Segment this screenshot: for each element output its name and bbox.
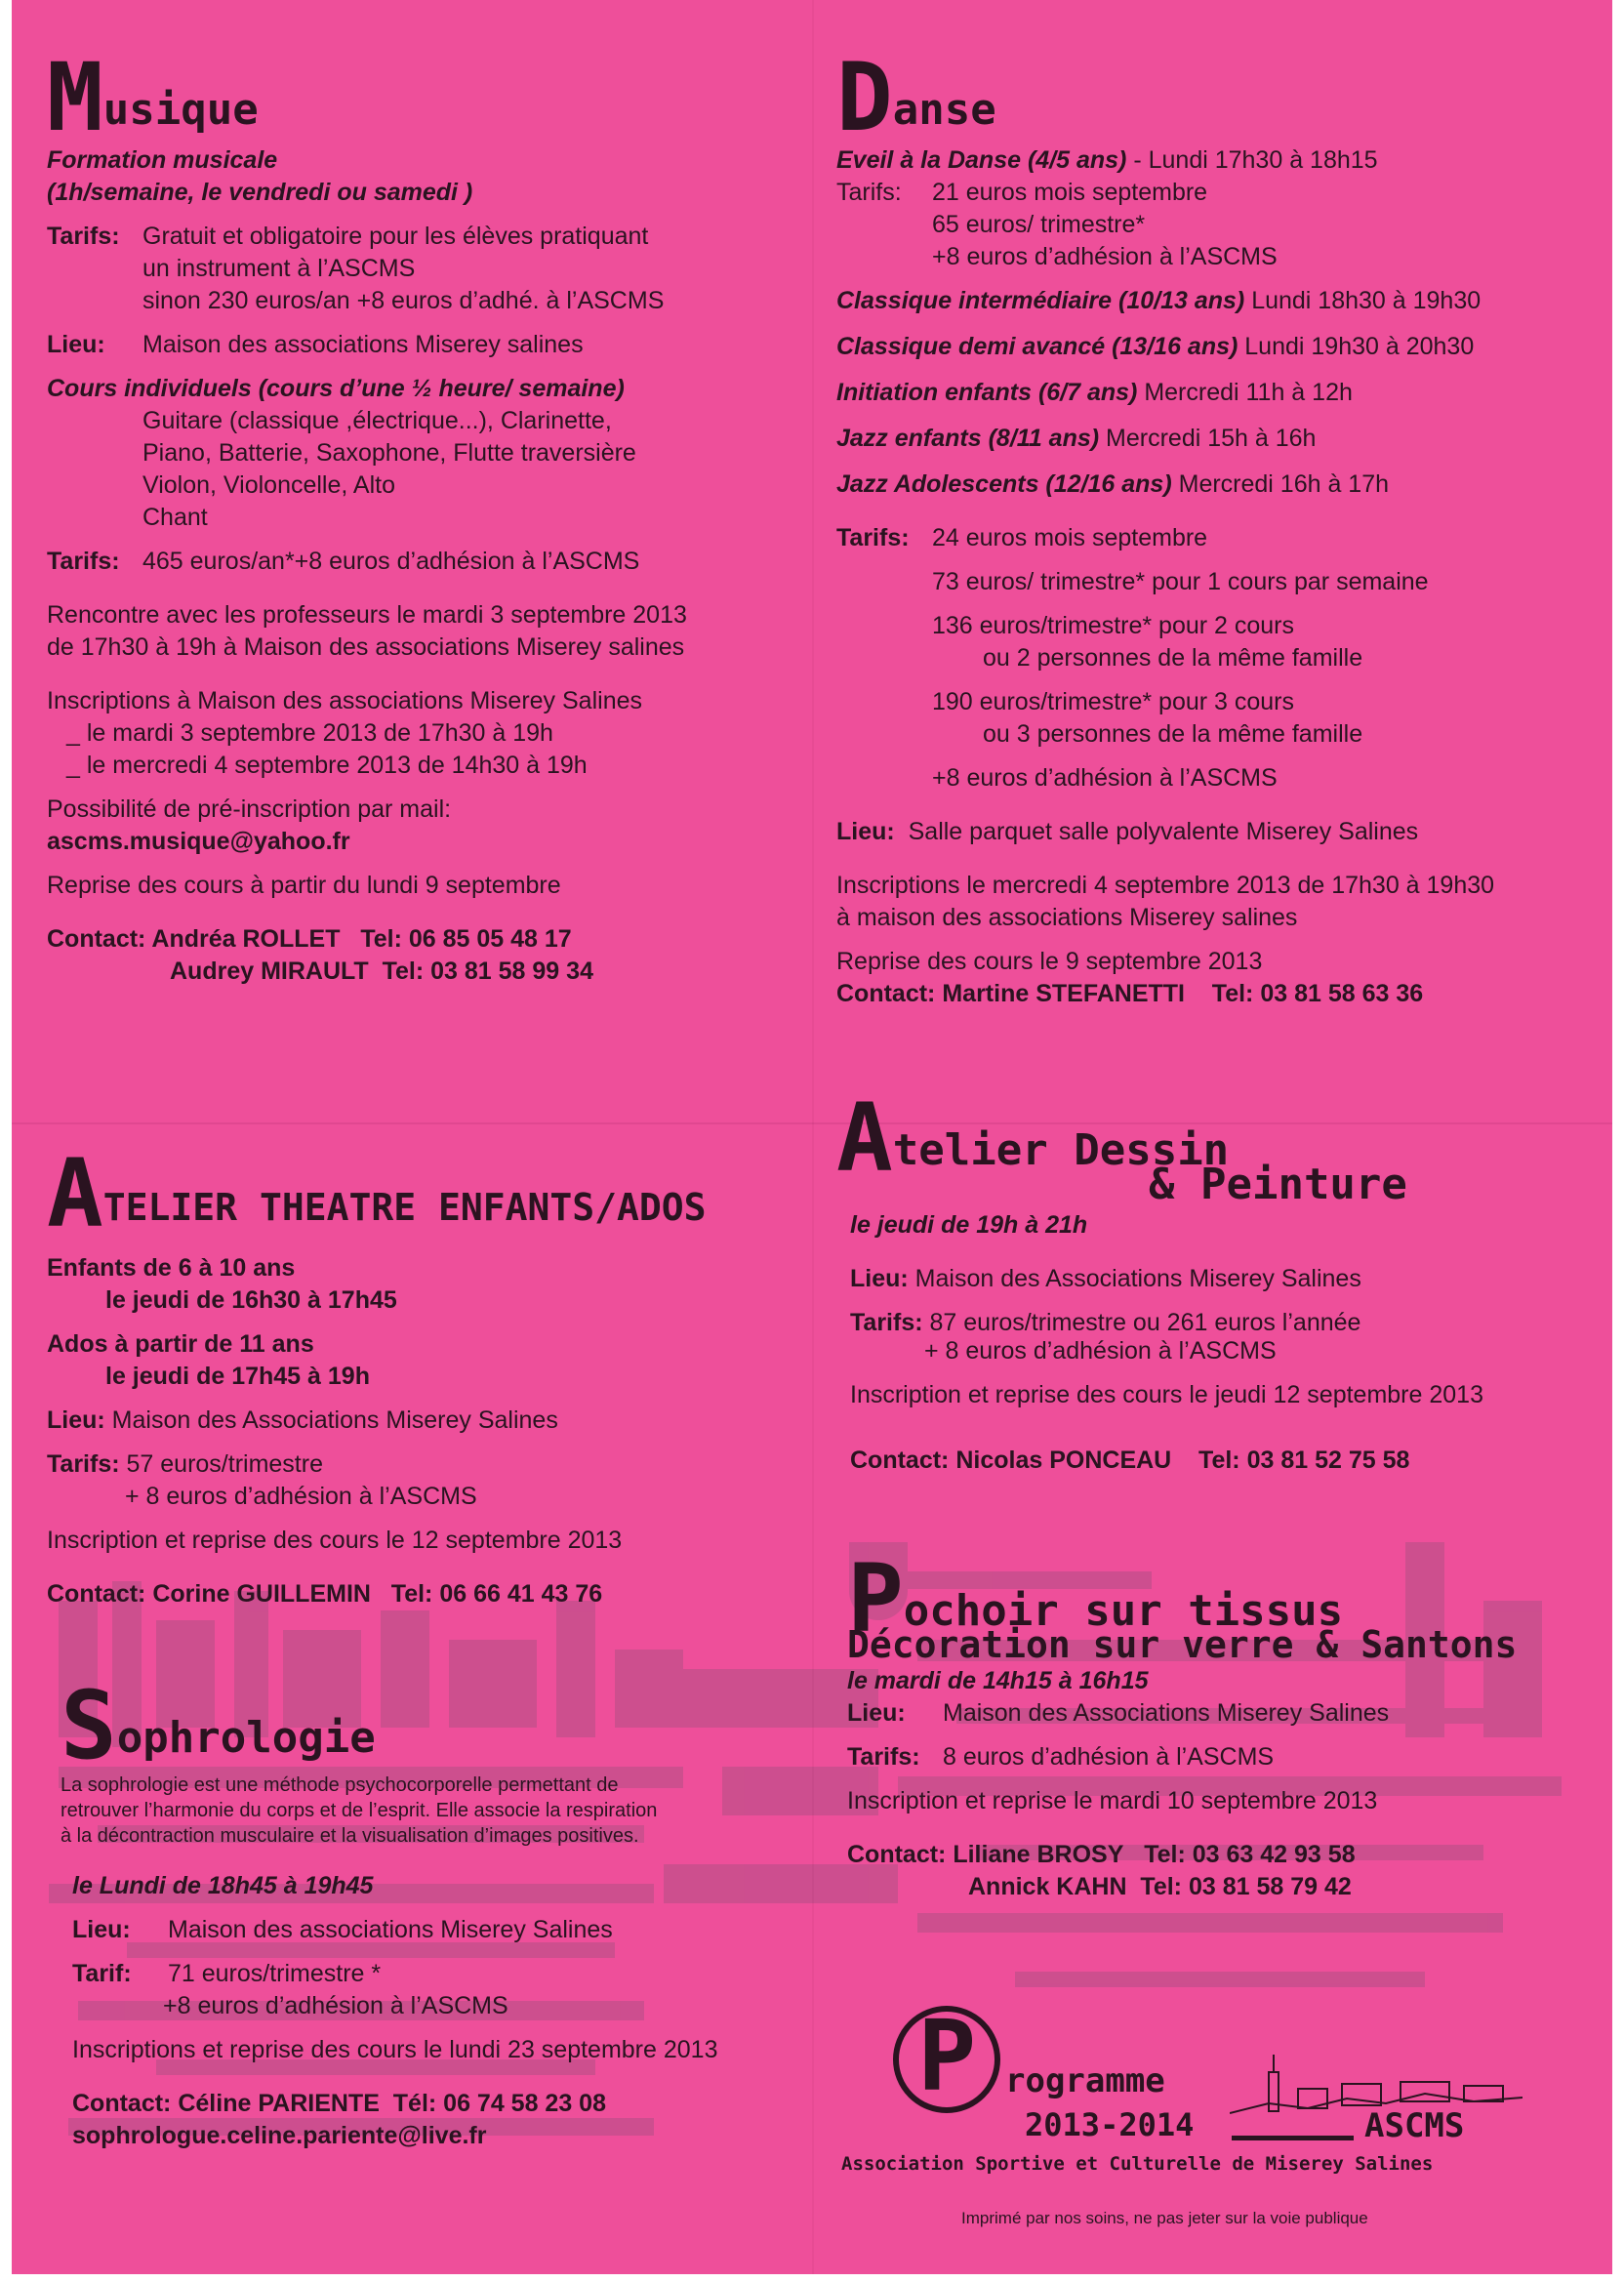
- danse-lieu-value: Salle parquet salle polyvalente Miserey Salines: [908, 818, 1419, 845]
- theatre-contact-label: Contact:: [47, 1580, 146, 1608]
- danse-contact-name: Martine STEFANETTI: [942, 980, 1185, 1007]
- dessin-title-line2: & Peinture: [1149, 1160, 1407, 1209]
- programme-logo-letter: P: [917, 1999, 977, 2113]
- theatre-ados-title: Ados à partir de 11 ans: [47, 1330, 314, 1358]
- dessin-contact-tel: Tel: 03 81 52 75 58: [1198, 1447, 1410, 1474]
- footer-note: Imprimé par nos soins, ne pas jeter sur la voie publique: [961, 2209, 1368, 2227]
- sophrologie-tarif-line: +8 euros d’adhésion à l’ASCMS: [163, 1992, 508, 2019]
- musique-contact-tel: Tel: 06 85 05 48 17: [360, 925, 572, 953]
- dessin-tarifs-extra: + 8 euros d’adhésion à l’ASCMS: [924, 1337, 1277, 1365]
- danse-class-row: Initiation enfants (6/7 ans) Mercredi 11h à 12h: [836, 379, 1353, 406]
- danse-tarif: 24 euros mois septembre: [932, 524, 1208, 551]
- theatre-enfants-title: Enfants de 6 à 10 ans: [47, 1254, 296, 1282]
- musique-tarifs-line: Gratuit et obligatoire pour les élèves pratiquant: [142, 223, 649, 250]
- pochoir-contact-name: Annick KAHN: [968, 1873, 1127, 1900]
- danse-eveil-tarif: 21 euros mois septembre: [932, 179, 1208, 206]
- pochoir-contact-tel: Tel: 03 63 42 93 58: [1144, 1841, 1356, 1868]
- dessin-contact-label: Contact:: [850, 1447, 950, 1474]
- danse-reprise: Reprise des cours le 9 septembre 2013: [836, 948, 1263, 975]
- musique-instrument: Guitare (classique ,électrique...), Clarinette,: [142, 407, 612, 434]
- dessin-tarifs-value: 87 euros/trimestre ou 261 euros l’année: [922, 1309, 1361, 1336]
- sophrologie-title: Sophrologie: [61, 1671, 376, 1780]
- sophrologie-contact-tel: Tél: 06 74 58 23 08: [392, 2090, 606, 2117]
- danse-inscription: à maison des associations Miserey salines: [836, 904, 1298, 931]
- sophrologie-description: La sophrologie est une méthode psychocorporelle permettant de: [61, 1774, 619, 1796]
- musique-tarifs2-value: 465 euros/an*+8 euros d’adhésion à l’ASCMS: [142, 548, 640, 575]
- section-dessin: [836, 1083, 1483, 1477]
- programme-word: rogramme: [1005, 2061, 1165, 2100]
- musique-title: Musique: [47, 43, 259, 152]
- sophrologie-tarif-label: Tarif:: [72, 1960, 132, 1987]
- theatre-enfants-time: le jeudi de 16h30 à 17h45: [105, 1286, 397, 1314]
- danse-eveil-time: - Lundi 17h30 à 18h15: [1126, 146, 1378, 174]
- danse-title: Danse: [836, 43, 996, 152]
- pochoir-title-line2: Décoration sur verre & Santons: [847, 1623, 1518, 1666]
- pochoir-contact-name: Liliane BROSY: [953, 1841, 1124, 1868]
- programme-divider: [1232, 2136, 1354, 2140]
- sophrologie-description: retrouver l’harmonie du corps et de l’esprit. Elle associe la respiration: [61, 1800, 658, 1821]
- pochoir-lieu-label: Lieu:: [847, 1699, 906, 1727]
- dessin-lieu-value: Maison des Associations Miserey Salines: [908, 1265, 1361, 1292]
- danse-class-row: Classique demi avancé (13/16 ans) Lundi 19h30 à 20h30: [836, 333, 1475, 360]
- sophrologie-inscriptions: Inscriptions et reprise des cours le lundi 23 septembre 2013: [72, 2036, 718, 2063]
- sophrologie-lieu-label: Lieu:: [72, 1916, 131, 1943]
- dessin-lieu-label: Lieu:: [850, 1265, 909, 1292]
- theatre-contact-tel: Tel: 06 66 41 43 76: [390, 1580, 603, 1608]
- musique-instrument: Violon, Violoncelle, Alto: [142, 471, 395, 499]
- danse-lieu-label: Lieu:: [836, 818, 895, 845]
- dessin-inscription: Inscription et reprise des cours le jeudi 12 septembre 2013: [850, 1381, 1483, 1408]
- danse-eveil-tarif: +8 euros d’adhésion à l’ASCMS: [932, 243, 1278, 270]
- pochoir-title: Pochoir sur tissus: [847, 1544, 1344, 1653]
- pochoir-tarifs-label: Tarifs:: [847, 1743, 920, 1771]
- danse-tarif: ou 2 personnes de la même famille: [983, 644, 1363, 672]
- section-danse: [836, 43, 1495, 1010]
- musique-formation-subtitle: (1h/semaine, le vendredi ou samedi ): [47, 179, 473, 206]
- musique-reprise: Reprise des cours à partir du lundi 9 septembre: [47, 872, 561, 899]
- musique-lieu-label: Lieu:: [47, 331, 105, 358]
- theatre-tarifs-extra: + 8 euros d’adhésion à l’ASCMS: [125, 1483, 477, 1510]
- musique-contact-label: Contact:: [47, 925, 146, 953]
- pochoir-inscription: Inscription et reprise le mardi 10 septembre 2013: [847, 1787, 1378, 1814]
- musique-preinscription: Possibilité de pré-inscription par mail:: [47, 795, 452, 823]
- pochoir-contact-tel: Tel: 03 81 58 79 42: [1140, 1873, 1352, 1900]
- danse-inscription: Inscriptions le mercredi 4 septembre 2013 de 17h30 à 19h30: [836, 872, 1495, 899]
- sophrologie-contact-name: Céline PARIENTE: [178, 2090, 380, 2117]
- danse-tarif: 136 euros/trimestre* pour 2 cours: [932, 612, 1295, 639]
- programme-org: ASCMS: [1364, 2106, 1465, 2145]
- pochoir-time: le mardi de 14h15 à 16h15: [847, 1667, 1149, 1694]
- musique-rencontre: de 17h30 à 19h à Maison des associations Miserey salines: [47, 633, 685, 661]
- danse-eveil-title: Eveil à la Danse (4/5 ans): [836, 146, 1127, 174]
- pochoir-lieu-value: Maison des Associations Miserey Salines: [943, 1699, 1390, 1727]
- pochoir-contact-label: Contact:: [847, 1841, 947, 1868]
- musique-contact-tel: Tel: 03 81 58 99 34: [382, 958, 593, 985]
- theatre-tarifs-label: Tarifs:: [47, 1450, 120, 1478]
- theatre-lieu-label: Lieu:: [47, 1406, 105, 1434]
- sophrologie-time: le Lundi de 18h45 à 19h45: [72, 1872, 374, 1899]
- dessin-title: Atelier Dessin: [836, 1083, 1230, 1193]
- danse-eveil-tarifs-label: Tarifs:: [836, 179, 902, 206]
- section-theatre: [47, 1139, 707, 1610]
- theatre-lieu-value: Maison des Associations Miserey Salines: [104, 1406, 558, 1434]
- sophrologie-lieu-value: Maison des associations Miserey Salines: [168, 1916, 613, 1943]
- musique-cours-title: Cours individuels (cours d’une ½ heure/ semaine): [47, 375, 625, 402]
- theatre-tarifs-value: 57 euros/trimestre: [119, 1450, 323, 1478]
- musique-tarifs-label: Tarifs:: [47, 223, 120, 250]
- theatre-title: ATELIER THEATRE ENFANTS/ADOS: [47, 1139, 707, 1248]
- pochoir-tarifs-value: 8 euros d’adhésion à l’ASCMS: [943, 1743, 1275, 1771]
- musique-tarifs-line: sinon 230 euros/an +8 euros d’adhé. à l’ASCMS: [142, 287, 665, 314]
- danse-class-row: Classique intermédiaire (10/13 ans) Lundi 18h30 à 19h30: [836, 287, 1482, 314]
- danse-tarif: 190 euros/trimestre* pour 3 cours: [932, 688, 1295, 715]
- dessin-time: le jeudi de 19h à 21h: [850, 1211, 1088, 1239]
- section-musique: [47, 43, 687, 988]
- musique-lieu-value: Maison des associations Miserey salines: [142, 331, 584, 358]
- danse-contact-tel: Tel: 03 81 58 63 36: [1211, 980, 1424, 1007]
- musique-rencontre: Rencontre avec les professeurs le mardi 3 septembre 2013: [47, 601, 687, 629]
- musique-tarifs-line: un instrument à l’ASCMS: [142, 255, 416, 282]
- musique-contact-name: Andréa ROLLET: [151, 925, 341, 953]
- musique-email-link[interactable]: ascms.musique@yahoo.fr: [47, 828, 350, 855]
- danse-class-row: Jazz enfants (8/11 ans) Mercredi 15h à 16h: [836, 425, 1317, 452]
- theatre-contact-name: Corine GUILLEMIN: [152, 1580, 371, 1608]
- programme-full-name: Association Sportive et Culturelle de Miserey Salines: [841, 2153, 1434, 2175]
- programme-years: 2013-2014: [1025, 2106, 1195, 2143]
- musique-instrument: Chant: [142, 504, 208, 531]
- musique-inscription: _ le mercredi 4 septembre 2013 de 14h30 à 19h: [66, 752, 588, 779]
- danse-eveil-tarif: 65 euros/ trimestre*: [932, 211, 1146, 238]
- musique-inscription: Inscriptions à Maison des associations Miserey Salines: [47, 687, 642, 714]
- dessin-contact-name: Nicolas PONCEAU: [955, 1447, 1172, 1474]
- danse-tarif: 73 euros/ trimestre* pour 1 cours par semaine: [932, 568, 1429, 595]
- musique-formation-title: Formation musicale: [47, 146, 278, 174]
- fold-line-vertical: [812, 0, 814, 2274]
- danse-class-row: Jazz Adolescents (12/16 ans) Mercredi 16h à 17h: [836, 470, 1390, 498]
- section-pochoir: [847, 1544, 1518, 1903]
- musique-contact-name: Audrey MIRAULT: [170, 958, 369, 985]
- musique-instrument: Piano, Batterie, Saxophone, Flutte traversière: [142, 439, 636, 467]
- section-sophrologie: [61, 1671, 718, 2152]
- dessin-tarifs-label: Tarifs:: [850, 1309, 923, 1336]
- musique-inscription: _ le mardi 3 septembre 2013 de 17h30 à 19h: [66, 719, 553, 747]
- theatre-inscription: Inscription et reprise des cours le 12 septembre 2013: [47, 1527, 623, 1554]
- theatre-ados-time: le jeudi de 17h45 à 19h: [105, 1363, 370, 1390]
- danse-contact-label: Contact:: [836, 980, 936, 1007]
- sophrologie-description: à la décontraction musculaire et la visualisation d’images positives.: [61, 1825, 639, 1847]
- danse-tarif: ou 3 personnes de la même famille: [983, 720, 1363, 748]
- danse-tarif: +8 euros d’adhésion à l’ASCMS: [932, 764, 1278, 792]
- danse-tarifs-label: Tarifs:: [836, 524, 910, 551]
- sophrologie-email-link[interactable]: sophrologue.celine.pariente@live.fr: [72, 2122, 487, 2149]
- sophrologie-tarif-line: 71 euros/trimestre *: [168, 1960, 382, 1987]
- musique-tarifs2-label: Tarifs:: [47, 548, 120, 575]
- sophrologie-contact-label: Contact:: [72, 2090, 172, 2117]
